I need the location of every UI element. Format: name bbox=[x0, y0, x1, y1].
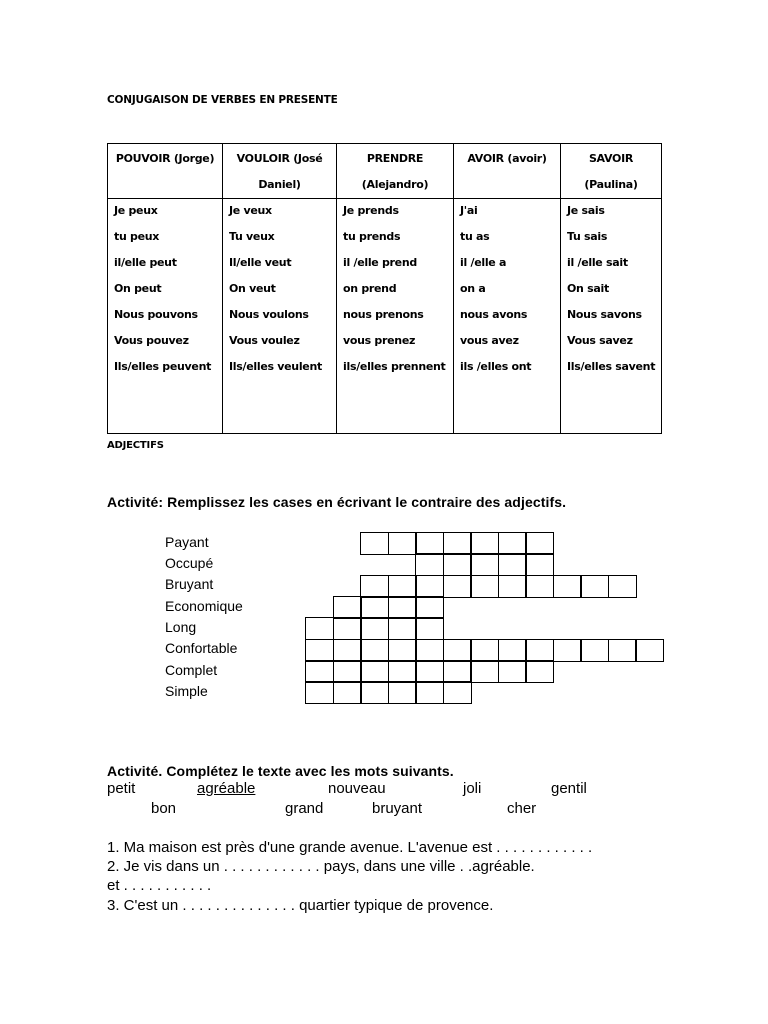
header-line: (Alejandro) bbox=[361, 178, 429, 191]
header-pouvoir bbox=[108, 144, 223, 199]
crossword-cell[interactable] bbox=[415, 575, 444, 598]
crossword-cell[interactable] bbox=[388, 596, 417, 619]
verb-form: ils/elles prennent bbox=[343, 360, 446, 373]
crossword-cell[interactable] bbox=[305, 617, 334, 640]
verb-form: Il/elle veut bbox=[229, 256, 292, 269]
verb-form: on prend bbox=[343, 282, 397, 295]
page-heading: CONJUGAISON DE VERBES EN PRESENTE bbox=[107, 94, 338, 106]
crossword-cell[interactable] bbox=[415, 532, 444, 555]
activity2-title: Activité. Complétez le texte avec les mots suivants. bbox=[107, 763, 454, 779]
verb-form: Vous pouvez bbox=[114, 334, 189, 347]
verb-form: Je sais bbox=[567, 204, 605, 217]
verb-form: nous avons bbox=[460, 308, 528, 321]
word-bank-item: bruyant bbox=[372, 800, 423, 817]
crossword-cell[interactable] bbox=[415, 596, 444, 619]
header-line: POUVOIR (Jorge) bbox=[115, 152, 215, 165]
crossword-cell[interactable] bbox=[333, 681, 362, 704]
crossword-cell[interactable] bbox=[360, 681, 389, 704]
verb-form: Je prends bbox=[343, 204, 399, 217]
crossword-cell[interactable] bbox=[360, 660, 389, 683]
crossword-cell[interactable] bbox=[525, 532, 554, 555]
verb-form: tu as bbox=[460, 230, 490, 243]
crossword-cell[interactable] bbox=[443, 553, 472, 576]
verb-form: Vous savez bbox=[567, 334, 633, 347]
crossword-cell[interactable] bbox=[525, 575, 554, 598]
word-bank-item: joli bbox=[463, 780, 482, 797]
verb-form: Tu sais bbox=[567, 230, 608, 243]
crossword-cell[interactable] bbox=[360, 575, 389, 598]
crossword-cell[interactable] bbox=[608, 575, 637, 598]
column-pouvoir bbox=[108, 199, 223, 434]
verb-form: On peut bbox=[114, 282, 162, 295]
crossword-cell[interactable] bbox=[443, 532, 472, 555]
verb-form: tu peux bbox=[114, 230, 160, 243]
verb-form: il /elle a bbox=[460, 256, 507, 269]
header-avoir bbox=[454, 144, 561, 199]
verb-form: tu prends bbox=[343, 230, 401, 243]
crossword-cell[interactable] bbox=[360, 617, 389, 640]
word-bank-item: cher bbox=[507, 800, 537, 817]
header-line: AVOIR (avoir) bbox=[467, 152, 547, 165]
header-savoir bbox=[561, 144, 662, 199]
crossword-cell[interactable] bbox=[415, 617, 444, 640]
crossword-cell[interactable] bbox=[580, 575, 609, 598]
word-bank-item: grand bbox=[285, 800, 324, 817]
crossword-cell[interactable] bbox=[470, 575, 499, 598]
exercise-sentence: 1. Ma maison est près d'une grande avenue. L'avenue est . . . . . . . . . . . . bbox=[107, 839, 593, 856]
verb-form: Nous savons bbox=[567, 308, 642, 321]
conjugation-table bbox=[107, 143, 662, 434]
crossword-cell[interactable] bbox=[388, 532, 417, 555]
exercise-sentence: et . . . . . . . . . . . bbox=[107, 877, 212, 894]
crossword-cell[interactable] bbox=[498, 660, 527, 683]
table-row bbox=[108, 199, 662, 434]
crossword-cell[interactable] bbox=[360, 639, 389, 662]
verb-form: Nous pouvons bbox=[114, 308, 198, 321]
verb-form: ils /elles ont bbox=[460, 360, 532, 373]
crossword-cell[interactable] bbox=[305, 681, 334, 704]
column-vouloir bbox=[223, 199, 337, 434]
crossword-cell[interactable] bbox=[525, 660, 554, 683]
header-vouloir bbox=[223, 144, 337, 199]
header-prendre bbox=[337, 144, 454, 199]
crossword-cell[interactable] bbox=[470, 553, 499, 576]
crossword-cell[interactable] bbox=[553, 575, 582, 598]
adjective-label: Economique bbox=[165, 598, 243, 614]
activity1-title: Activité: Remplissez les cases en écrivant le contraire des adjectifs. bbox=[107, 494, 567, 510]
crossword-cell[interactable] bbox=[470, 532, 499, 555]
crossword-cell[interactable] bbox=[498, 553, 527, 576]
crossword-cell[interactable] bbox=[498, 639, 527, 662]
column-avoir bbox=[454, 199, 561, 434]
verb-form: J'ai bbox=[460, 204, 478, 217]
header-line: SAVOIR bbox=[588, 152, 634, 165]
verb-form: vous avez bbox=[460, 334, 519, 347]
crossword-cell[interactable] bbox=[553, 639, 582, 662]
verb-form: il /elle prend bbox=[343, 256, 417, 269]
column-prendre bbox=[337, 199, 454, 434]
crossword-cell[interactable] bbox=[580, 639, 609, 662]
verb-form: il /elle sait bbox=[567, 256, 628, 269]
crossword-cell[interactable] bbox=[443, 660, 472, 683]
crossword-cell[interactable] bbox=[388, 617, 417, 640]
word-bank-item: gentil bbox=[551, 780, 587, 797]
crossword-cell[interactable] bbox=[388, 575, 417, 598]
crossword-cell[interactable] bbox=[608, 639, 637, 662]
table-header-row bbox=[108, 144, 662, 199]
verb-form: On veut bbox=[229, 282, 276, 295]
exercise-sentence: 3. C'est un . . . . . . . . . . . . . . quartier typique de provence. bbox=[107, 897, 494, 914]
crossword-cell[interactable] bbox=[498, 575, 527, 598]
word-bank-item: bon bbox=[151, 800, 177, 817]
header-line: PRENDRE bbox=[366, 152, 424, 165]
crossword-cell[interactable] bbox=[360, 532, 389, 555]
word-bank-item: nouveau bbox=[328, 780, 386, 797]
verb-form: Tu veux bbox=[229, 230, 275, 243]
crossword-cell[interactable] bbox=[333, 617, 362, 640]
verb-form: Ils/elles veulent bbox=[229, 360, 322, 373]
verb-form: Je peux bbox=[114, 204, 158, 217]
crossword-cell[interactable] bbox=[415, 660, 444, 683]
adjective-label: Complet bbox=[165, 662, 218, 678]
column-savoir bbox=[561, 199, 662, 434]
crossword-cell[interactable] bbox=[333, 660, 362, 683]
crossword-cell[interactable] bbox=[443, 639, 472, 662]
header-line: VOULOIR (José bbox=[236, 152, 323, 165]
adjective-label: Occupé bbox=[165, 555, 214, 571]
adjective-label: Confortable bbox=[165, 640, 238, 656]
verb-form: Nous voulons bbox=[229, 308, 309, 321]
crossword-cell[interactable] bbox=[525, 639, 554, 662]
crossword-cell[interactable] bbox=[415, 553, 444, 576]
crossword-cell[interactable] bbox=[498, 532, 527, 555]
crossword-cell[interactable] bbox=[388, 681, 417, 704]
crossword-cell[interactable] bbox=[388, 639, 417, 662]
header-line: Daniel) bbox=[258, 178, 301, 191]
crossword-cell[interactable] bbox=[443, 575, 472, 598]
crossword-cell[interactable] bbox=[305, 639, 334, 662]
verb-form: on a bbox=[460, 282, 486, 295]
verb-form: il/elle peut bbox=[114, 256, 177, 269]
verb-form: Ils/elles peuvent bbox=[114, 360, 212, 373]
adjectifs-heading: ADJECTIFS bbox=[107, 440, 164, 451]
crossword-cell[interactable] bbox=[635, 639, 664, 662]
crossword-cell[interactable] bbox=[333, 639, 362, 662]
verb-form: nous prenons bbox=[343, 308, 424, 321]
crossword-cell[interactable] bbox=[305, 660, 334, 683]
crossword-cell[interactable] bbox=[415, 639, 444, 662]
adjective-label: Payant bbox=[165, 534, 209, 550]
crossword-cell[interactable] bbox=[415, 681, 444, 704]
adjective-label: Long bbox=[165, 619, 197, 635]
crossword-cell[interactable] bbox=[470, 660, 499, 683]
word-bank-item: agréable bbox=[197, 780, 256, 797]
adjective-label: Bruyant bbox=[165, 576, 214, 592]
verb-form: Ils/elles savent bbox=[567, 360, 656, 373]
crossword-cell[interactable] bbox=[388, 660, 417, 683]
verb-form: Vous voulez bbox=[229, 334, 300, 347]
crossword-cell[interactable] bbox=[360, 596, 389, 619]
crossword-cell[interactable] bbox=[333, 596, 362, 619]
header-line: (Paulina) bbox=[584, 178, 638, 191]
crossword-cell[interactable] bbox=[525, 553, 554, 576]
verb-form: vous prenez bbox=[343, 334, 416, 347]
verb-form: On sait bbox=[567, 282, 609, 295]
crossword-cell[interactable] bbox=[443, 681, 472, 704]
adjective-label: Simple bbox=[165, 683, 208, 699]
verb-form: Je veux bbox=[229, 204, 272, 217]
word-bank-item: petit bbox=[107, 780, 136, 797]
exercise-sentence: 2. Je vis dans un . . . . . . . . . . . . pays, dans une ville . .agréable. bbox=[107, 858, 535, 875]
crossword-cell[interactable] bbox=[470, 639, 499, 662]
